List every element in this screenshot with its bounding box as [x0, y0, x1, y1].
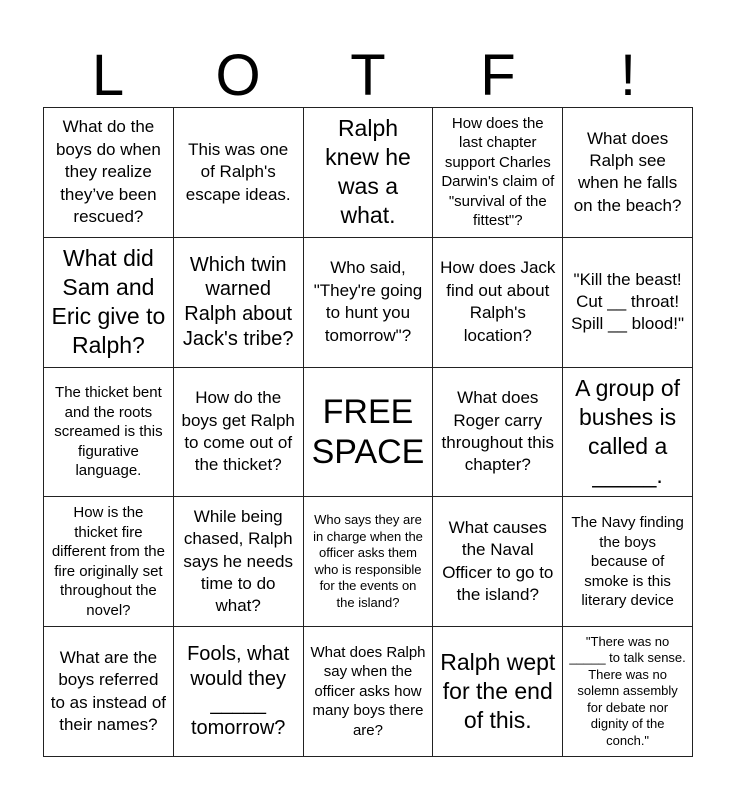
cell-text: The thicket bent and the roots screamed is this figurative language. [54, 384, 163, 480]
bingo-cell[interactable] [44, 108, 174, 238]
cell-text: How does the last chapter support Charles Darwin's claim of "survival of the fittest"? [441, 114, 555, 230]
cell-text: "Kill the beast! Cut __ throat! Spill __ blood!" [571, 269, 685, 334]
bingo-cell[interactable] [174, 497, 304, 627]
bingo-cell[interactable] [174, 108, 304, 238]
free-space-text: FREE SPACE [311, 392, 425, 471]
title-letter-l: L [91, 43, 125, 108]
bingo-cell[interactable] [44, 238, 174, 368]
cell-text: Fools, what would they _____ tomorrow? [187, 643, 290, 740]
bingo-cell[interactable] [433, 627, 563, 757]
bingo-title [43, 44, 693, 108]
title-letter-exclamation: ! [619, 43, 637, 108]
title-letter-o: O [215, 43, 261, 108]
bingo-cell[interactable] [44, 497, 174, 627]
bingo-cell[interactable] [44, 627, 174, 757]
bingo-cell[interactable] [304, 497, 434, 627]
bingo-cell[interactable] [563, 108, 693, 238]
bingo-cell[interactable] [304, 108, 434, 238]
cell-text: What does Roger carry throughout this chapter? [441, 388, 555, 475]
cell-text: "There was no _____ to talk sense. There was no solemn assembly for debate nor dignity of the conch." [569, 633, 686, 748]
cell-text: Who said, "They're going to hunt you tomorrow"? [313, 258, 423, 345]
cell-text: While being chased, Ralph says he needs time to do what? [183, 506, 294, 616]
cell-text: How does Jack find out about Ralph's location? [440, 258, 556, 345]
bingo-cell[interactable] [174, 368, 304, 498]
cell-text: How is the thicket fire different from the fire originally set throughout the novel? [51, 504, 165, 619]
cell-text: Who says they are in charge when the officer asks them who is responsible for the events on the island? [313, 512, 423, 610]
cell-text: Ralph knew he was a what. [325, 115, 411, 229]
bingo-cell[interactable] [433, 497, 563, 627]
bingo-cell[interactable] [433, 368, 563, 498]
cell-text: What causes the Naval Officer to go to the island? [442, 517, 554, 605]
bingo-cell[interactable] [44, 368, 174, 498]
free-space-cell[interactable] [304, 368, 434, 498]
cell-text: What are the boys referred to as instead of their names? [50, 647, 167, 735]
cell-text: A group of bushes is called a _____. [575, 375, 681, 488]
cell-text: The Navy finding the boys because of smoke is this literary device [571, 514, 684, 610]
bingo-cell[interactable] [433, 108, 563, 238]
bingo-cell[interactable] [563, 238, 693, 368]
cell-text: What does Ralph say when the officer asks how many boys there are? [310, 643, 426, 739]
bingo-cell[interactable] [563, 627, 693, 757]
cell-text: How do the boys get Ralph to come out of the thicket? [181, 388, 295, 475]
cell-text: This was one of Ralph's escape ideas. [185, 139, 291, 204]
bingo-cell[interactable] [304, 627, 434, 757]
bingo-cell[interactable] [174, 238, 304, 368]
cell-text: Ralph wept for the end of this. [440, 649, 556, 734]
bingo-cell[interactable] [563, 368, 693, 498]
bingo-grid [43, 107, 693, 757]
cell-text: What do the boys do when they realize they’ve been rescued? [55, 117, 161, 227]
title-letter-f: F [480, 43, 516, 108]
title-letter-t: T [350, 43, 386, 108]
cell-text: What does Ralph see when he falls on the beach? [573, 128, 682, 215]
cell-text: What did Sam and Eric give to Ralph? [51, 245, 166, 359]
bingo-cell[interactable] [304, 238, 434, 368]
bingo-cell[interactable] [433, 238, 563, 368]
bingo-cell[interactable] [563, 497, 693, 627]
bingo-cell[interactable] [174, 627, 304, 757]
cell-text: Which twin warned Ralph about Jack's tribe? [182, 253, 294, 350]
